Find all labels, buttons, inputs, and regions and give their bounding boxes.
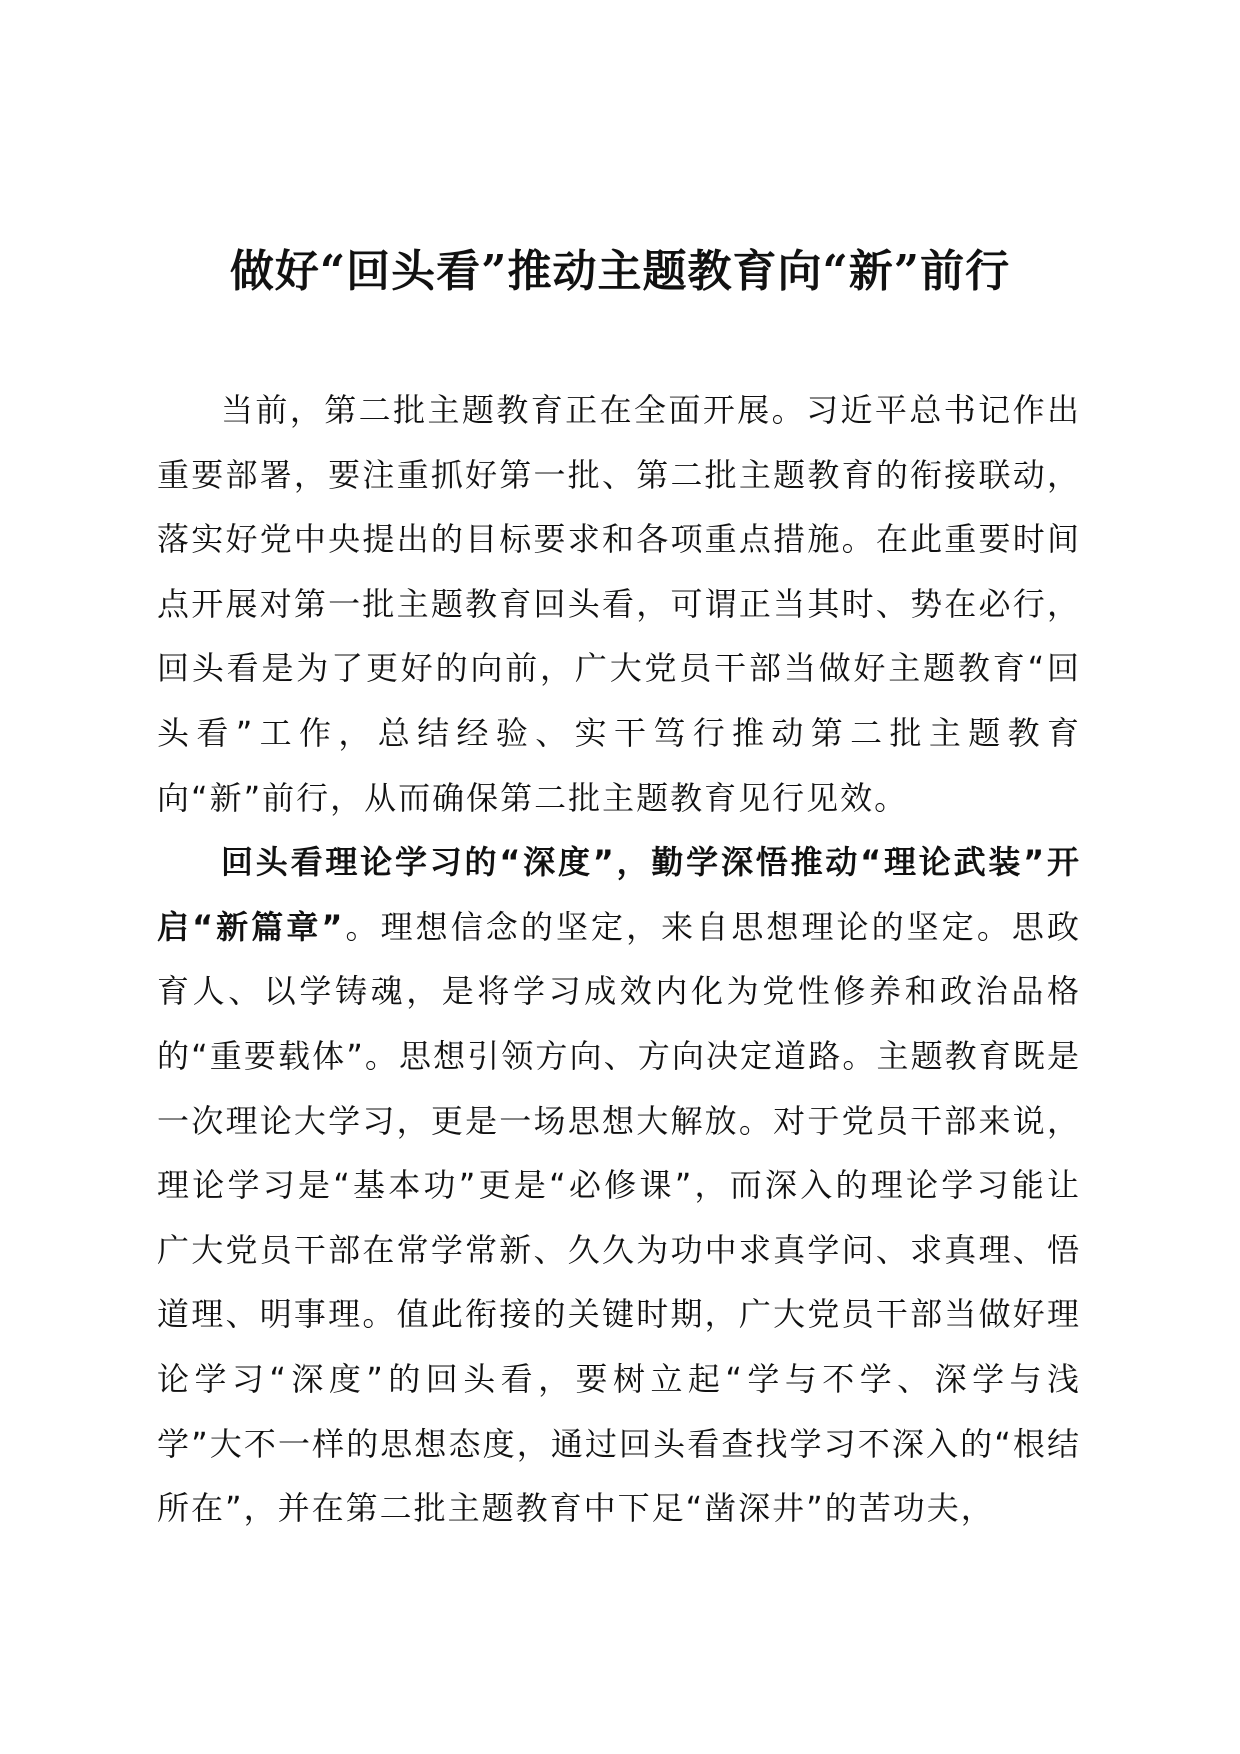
paragraph-theory-study [157, 830, 1081, 1541]
paragraph-intro [157, 378, 1081, 830]
document-title: 做好“回头看”推动主题教育向“新”前行 [229, 246, 1011, 297]
paragraph-intro-text: 当前，第二批主题教育正在全面开展。习近平总书记作出重要部署，要注重抓好第一批、第二批主题教育的衔接联动，落实好党中央提出的目标要求和各项重点措施。在此重要时间点开展对第一批主题教育回头看，可谓正当其时、势在必行，回头看是为了更好的向前，广大党员干部当做好主题教育“回头看”工作，总结经验、实干笃行推动第二批主题教育向“新”前行，从而确保第二批主题教育见行见效。 [157, 391, 1081, 817]
paragraph-theory-study-text: 。理想信念的坚定，来自思想理论的坚定。思政育人、以学铸魂，是将学习成效内化为党性修养和政治品格的“重要载体”。思想引领方向、方向决定道路。主题教育既是一次理论大学习，更是一场思想大解放。对于党员干部来说，理论学习是“基本功”更是“必修课”，而深入的理论学习能让广大党员干部在常学常新、久久为功中求真学问、求真理、悟道理、明事理。值此衔接的关键时期，广大党员干部当做好理论学习“深度”的回头看，要树立起“学与不学、深学与浅学”大不一样的思想态度，通过回头看查找学习不深入的“根结所在”，并在第二批主题教育中下足“凿深井”的苦功夫， [157, 907, 1081, 1528]
document-body [157, 378, 1081, 1541]
paragraph-lead-heading: 回头看理论学习的“深度”，勤学深悟推动“理论武装”开启“新篇章” [157, 843, 1081, 946]
